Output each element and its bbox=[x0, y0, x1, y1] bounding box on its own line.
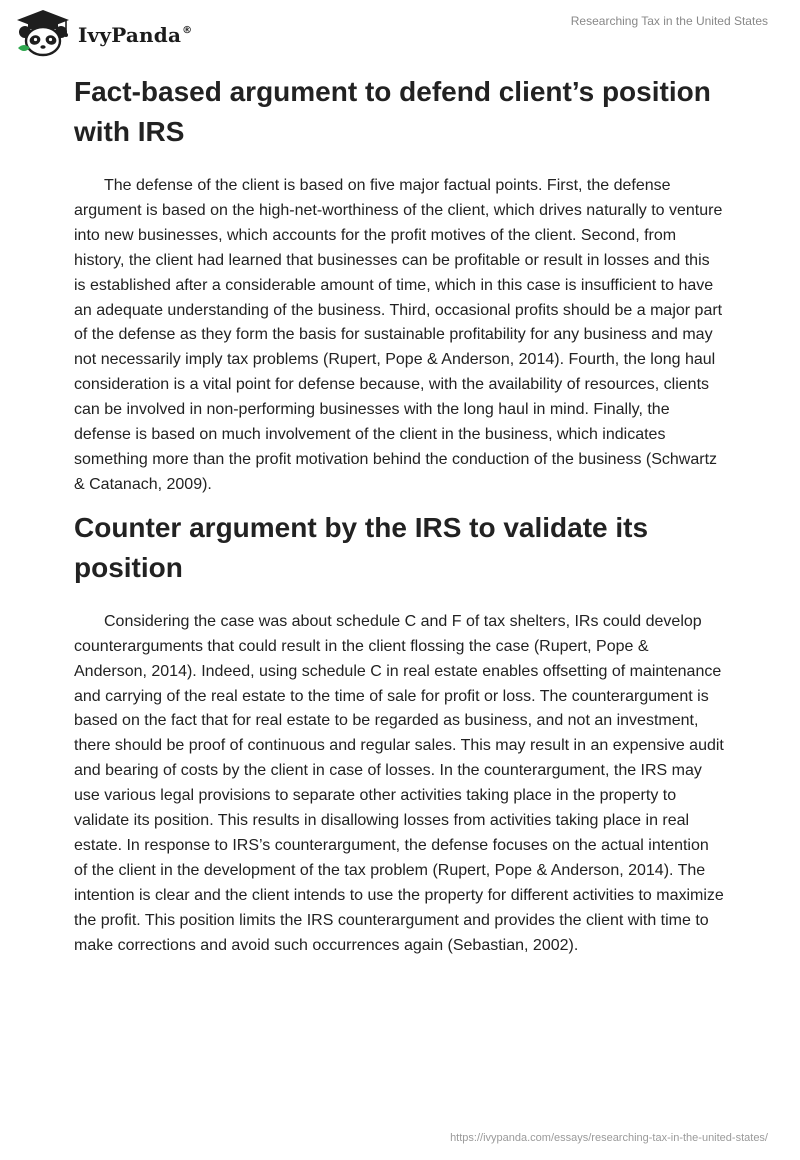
ivypanda-logo[interactable] bbox=[14, 8, 192, 58]
section-heading-defense: Fact-based argument to defend client’s position with IRS bbox=[74, 76, 711, 147]
section-heading-counter-argument: Counter argument by the IRS to validate its position bbox=[74, 511, 649, 583]
section-paragraph-counter-argument: Considering the case was about schedule C and F of tax shelters, IRs could develop counterarguments that could result in the client flossing the case (Rupert, Pope & Anderson, 2014). Indeed, using schedule C in real estate enables offsetting of maintenance and carrying of the real estate to the time of sale for profit or loss. The counterargument is based on the fact that for real estate to be regarded as business, and not an investment, there should be proof of continuous and regular sales. This may result in an expensive audit and bearing of costs by the client in case of losses. In the counterargument, the IRS may use various legal provisions to separate other activities taking place in the property to validate its position. This results in disallowing losses from activities taking place in real estate. In response to IRS’s counterargument, the defense focuses on the actual intention of the client in the development of the tax problem (Rupert, Pope & Anderson, 2014). The intention is clear and the client intends to use the property for different activities to maximize the profit. This position limits the IRS counterargument and provides the client with time to make corrections and avoid such occurrences again (Sebastian, 2002). bbox=[74, 612, 724, 954]
panda-graduate-icon bbox=[14, 8, 72, 58]
essay-content bbox=[74, 72, 724, 958]
footer-url[interactable]: https://ivypanda.com/essays/researching-tax-in-the-united-states/ bbox=[450, 1132, 768, 1144]
document-title: Researching Tax in the United States bbox=[570, 14, 768, 28]
section-paragraph-defense: The defense of the client is based on five major factual points. First, the defense argument is based on the high-net-worthiness of the client, which drives naturally to venture into new businesses, which accounts for the profit motives of the client. Second, from history, the client had learned that businesses can be profitable or result in losses and this is established after a considerable amount of time, which in this case is insufficient to have an adequate understanding of the business. Third, occasional profits should be a major part of the defense as they form the basis for sustainable profitability for any business and may not necessarily imply tax problems (Rupert, Pope & Anderson, 2014). Fourth, the long haul consideration is a vital point for defense because, with the availability of resources, clients can be involved in non-performing businesses with the long haul in mind. Finally, the defense is based on much involvement of the client in the business, which indicates something more than the profit motivation behind the conduction of the business (Schwartz & Catanach, 2009). bbox=[74, 177, 723, 493]
logo-text: IvyPanda® bbox=[78, 23, 193, 47]
registered-mark: ® bbox=[182, 25, 193, 36]
page-header bbox=[0, 0, 800, 70]
